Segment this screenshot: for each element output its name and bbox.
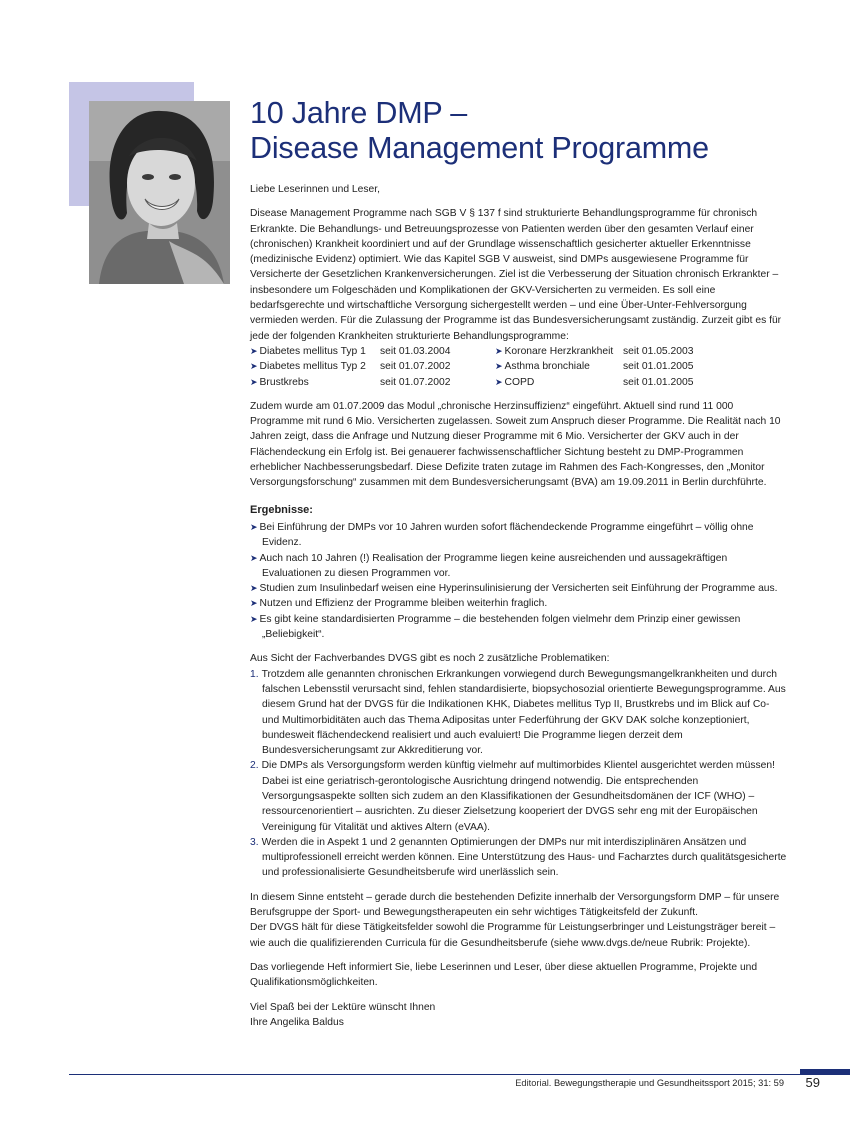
disease-name: ➤ Diabetes mellitus Typ 1 [250,345,366,357]
arrow-icon: ➤ [250,583,258,594]
context-paragraph: Zudem wurde am 01.07.2009 das Modul „chronische Herzinsuffizienz“ eingeführt. Aktuell sind rund 11 000 Programme mit rund 6 Mio. Versicherten zugelassen. Soweit zum Anspruch dieser Programme. Die Realität nach 10 Jahren zeigt, dass die Anfrage und Nutzung dieser Programme mit 6 Mio. Versicherter der GKV auch in der Flächendeckung ein Erfolg ist. Bei genauerer fachwissenschaftlicher Sichtung besteht zu DMP-Programmen erheblicher Nachbesserungsbedarf. Diese Defizite traten zutage im Rahmen des Fach-Kongresses, den „Monitor Versorgungsforschung“ zusammen mit dem Bundesversicherungsamt (BVA) am 19.09.2011 in Berlin durchführte. [250,400,781,489]
disease-name: ➤ Diabetes mellitus Typ 2 [250,361,366,373]
list-item: 1. Trotzdem alle genannten chronischen Erkrankungen vorwiegend durch Bewegungsmangelkrankheiten und durch falschen Lebensstil verursacht sind, fehlen standardisierte, biopsychosozial orientierte Bewegungsprogramme. Aus diesem Grund hat der DVGS für die Indikationen KHK, Diabetes mellitus Typ II, Brustkrebs und im Blick auf Co- und Multimorbiditäten auch das Thema Adipositas unter Federführung der GKV DAK solche konzeptioniert, bundesweit flächendeckend realisiert und auch evaluiert! Die Programme liegen derzeit dem Bundesversicherungsamt zur Akkreditierung vor. [250,668,786,757]
disease-name: ➤ COPD [495,376,535,388]
conclusion-paragraph-2: Der DVGS hält für diese Tätigkeitsfelder sowohl die Programme für Leistungserbringer und Leistungsträger bereit – wie auch die qualifizierenden Curricula für die Gesundheitsberufe (siehe www.dvgs.de/neue Rubrik: Projekte). [250,922,776,949]
arrow-icon: ➤ [495,345,503,356]
list-item: ➤ Bei Einführung der DMPs vor 10 Jahren wurden sofort flächendeckende Programme eingeführt – völlig ohne Evidenz. [250,521,754,549]
conclusion-paragraph-1: In diesem Sinne entsteht – gerade durch die bestehenden Defizite innerhalb der Versorgungsform DMP – für unsere Berufsgruppe der Sport- und Bewegungstherapeuten ein sehr wichtiges Tätigkeitsfeld der Zukunft. [250,891,780,919]
problems-intro: Aus Sicht der Fachverbandes DVGS gibt es noch 2 zusätzliche Problematiken: [250,653,610,665]
footer-journal: Bewegungstherapie und Gesundheitssport 2015; 31: 59 [553,1078,784,1088]
signature: Ihre Angelika Baldus [250,1016,344,1028]
arrow-icon: ➤ [250,361,258,372]
intro-paragraph: Disease Management Programme nach SGB V § 137 f sind strukturierte Behandlungsprogramme für chronisch Erkrankte. Die Behandlungs- und Betreuungsprozesse von Patienten werden über den gesamten Verlauf einer (chronischen) Krankheit koordiniert und auf der Grundlage wissenschaftlich gesicherter aktueller Erkenntnisse (medizinische Evidenz) optimiert. Wie das Kapitel SGB V ausweist, sind DMPs ausgewiesene Programme für Versicherte der Gesetzlichen Krankenversicherungen. Ziel ist die Verbesserung der Situation chronisch Erkrankter – insbesondere um Folgeschäden und Komplikationen der GKV-Versicherten zu vermeiden. Es soll eine bedarfsgerechte und wirtschaftliche Versorgung sichergestellt werden – und eine Über-Unter-Fehlversorgung vermieden werden. Für die Zulassung der Programme ist das Bundesversicherungsamt zuständig. Zurzeit gibt es für jede der folgenden Krankheiten strukturierte Behandlungsprogramme: [250,208,782,342]
salutation: Liebe Leserinnen und Leser, [250,184,380,195]
editorial-article [250,96,788,1030]
arrow-icon: ➤ [250,376,258,387]
title-line-1: 10 Jahre DMP – [250,96,468,130]
footer-section: Editorial. [515,1078,552,1088]
arrow-icon: ➤ [495,376,503,387]
disease-name: ➤ Koronare Herzkrankheit [495,345,614,357]
footer-rule [69,1074,850,1075]
arrow-icon: ➤ [250,598,258,609]
disease-programme-list [250,344,788,390]
list-item: ➤ Es gibt keine standardisierten Programme – die bestehenden folgen vielmehr dem Prinzip einer gewissen „Beliebigkeit“. [250,613,741,641]
results-heading: Ergebnisse: [250,503,313,516]
list-item: ➤ Nutzen und Effizienz der Programme bleiben weiterhin fraglich. [250,598,548,610]
list-item: ➤ Auch nach 10 Jahren (!) Realisation der Programme liegen keine ausreichenden und aussagekräftigen Evaluationen zu diesen Programmen vor. [250,552,728,579]
problems-list [250,667,788,881]
title-line-2: Disease Management Programme [250,131,709,165]
arrow-icon: ➤ [250,521,258,532]
list-item: 2. Die DMPs als Versorgungsform werden künftig vielmehr auf multimorbides Klientel ausgerichtet werden müssen! Dabei ist eine geriatrisch-gerontologische Ausrichtung dringend notwendig. Die entsprechenden Versorgungsaspekte sollten sich zudem an den Klassifikationen der Gesundheitsdomänen der ICF (WHO) – ressourcenorientiert – ausrichten. Zu dieser Zielsetzung kooperiert der DVGS sehr eng mit der Europäischen Vereinigung für Vitalität und aktives Altern (eVAA). [250,760,775,833]
arrow-icon: ➤ [250,613,258,624]
arrow-icon: ➤ [250,345,258,356]
footer-accent-tab [800,1069,850,1074]
results-list [250,520,788,642]
disease-date: seit 01.01.2005 [623,376,694,388]
closing-line: Viel Spaß bei der Lektüre wünscht Ihnen [250,1001,436,1013]
disease-date: seit 01.07.2002 [380,361,451,373]
conclusion-paragraph-3: Das vorliegende Heft informiert Sie, liebe Leserinnen und Leser, über diese aktuellen Programme, Projekte und Qualifikationsmöglichkeiten. [250,961,758,989]
arrow-icon: ➤ [495,361,503,372]
disease-name: ➤ Brustkrebs [250,376,309,388]
list-item: ➤ Studien zum Insulinbedarf weisen eine Hyperinsulinisierung der Versicherten seit Einführung der Programme aus. [250,583,778,595]
author-portrait [89,101,230,284]
article-title [250,96,788,166]
disease-date: seit 01.05.2003 [623,345,694,357]
disease-date: seit 01.03.2004 [380,345,451,357]
disease-date: seit 01.07.2002 [380,376,451,388]
footer-citation [300,1078,784,1088]
disease-date: seit 01.01.2005 [623,361,694,373]
disease-name: ➤ Asthma bronchiale [495,361,590,373]
page-number: 59 [805,1075,820,1090]
list-item: 3. Werden die in Aspekt 1 und 2 genannten Optimierungen der DMPs nur mit interdisziplinären Ansätzen und multiprofessionell erreicht werden können. Eine Unterstützung des Haus- und Facharztes durch qualitätsgesicherte und professionalisierte Gesundheitsberufe wird unerlässlich sein. [250,836,787,879]
arrow-icon: ➤ [250,552,258,563]
